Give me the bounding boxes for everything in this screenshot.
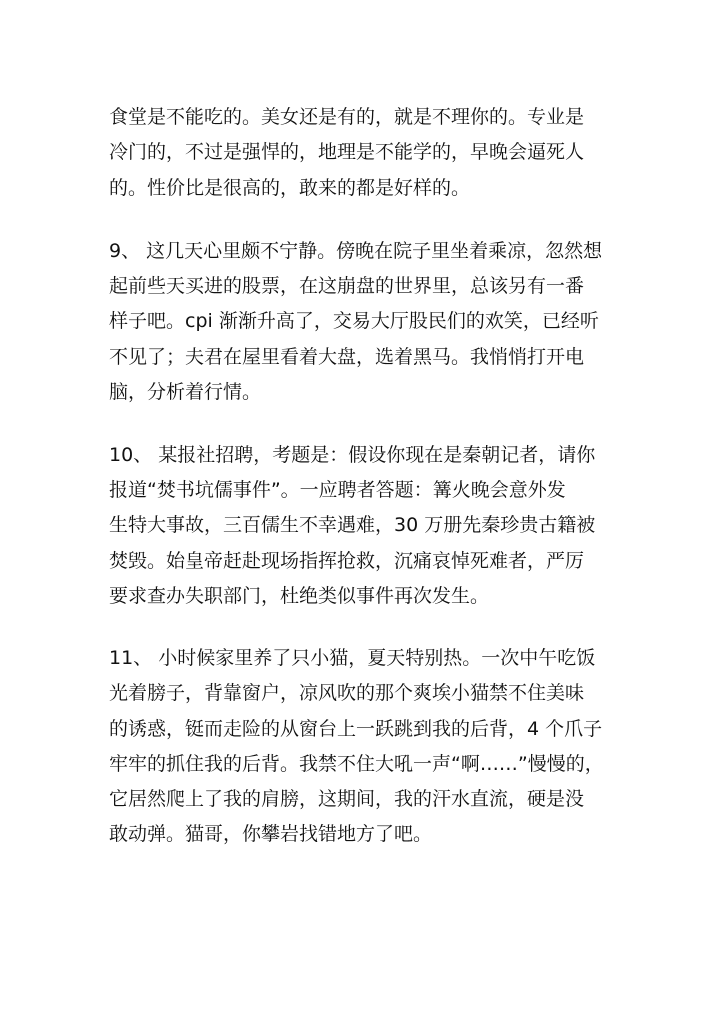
text-line: 生特大事故，三百儒生不幸遇难，30 万册先秦珍贵古籍被: [109, 514, 596, 536]
text-line: 样子吧。cpi 渐渐升高了，交易大厅股民们的欢笑，已经听: [109, 310, 599, 332]
text-line: 要求查办失职部门，杜绝类似事件再次发生。: [109, 585, 490, 607]
text-line: 起前些天买进的股票，在这崩盘的世界里，总该另有一番: [109, 275, 585, 297]
text-line: 11、 小时候家里养了只小猫，夏天特别热。一次中午吃饭: [109, 647, 596, 669]
text-line: 光着膀子，背靠窗户，凉风吹的那个爽埃小猫禁不住美味: [109, 682, 585, 704]
text-line: 的。性价比是很高的，敢来的都是好样的。: [109, 177, 471, 199]
text-line: 9、 这几天心里颇不宁静。傍晚在院子里坐着乘凉，忽然想: [109, 240, 603, 262]
text-line: 食堂是不能吃的。美女还是有的，就是不理你的。专业是: [109, 106, 585, 128]
text-line: 冷门的，不过是强悍的，地理是不能学的，早晚会逼死人: [109, 141, 585, 163]
text-line: 10、 某报社招聘，考题是：假设你现在是秦朝记者，请你: [109, 444, 596, 466]
text-line: 的诱惑，铤而走险的从窗台上一跃跳到我的后背，4 个爪子: [109, 718, 603, 740]
text-line: 它居然爬上了我的肩膀，这期间，我的汗水直流，硬是没: [109, 788, 585, 810]
text-line: 敢动弹。猫哥，你攀岩找错地方了吧。: [109, 823, 433, 845]
text-line: 脑，分析着行情。: [109, 381, 262, 403]
text-line: 不见了；夫君在屋里看着大盘，选着黑马。我悄悄打开电: [109, 346, 585, 368]
text-line: 牢牢的抓住我的后背。我禁不住大吼一声“啊……”慢慢的，: [109, 753, 604, 775]
text-line: 报道“焚书坑儒事件”。一应聘者答题：篝火晚会意外发: [109, 479, 566, 501]
text-line: 焚毁。始皇帝赶赴现场指挥抢救，沉痛哀悼死难者，严厉: [109, 550, 585, 572]
